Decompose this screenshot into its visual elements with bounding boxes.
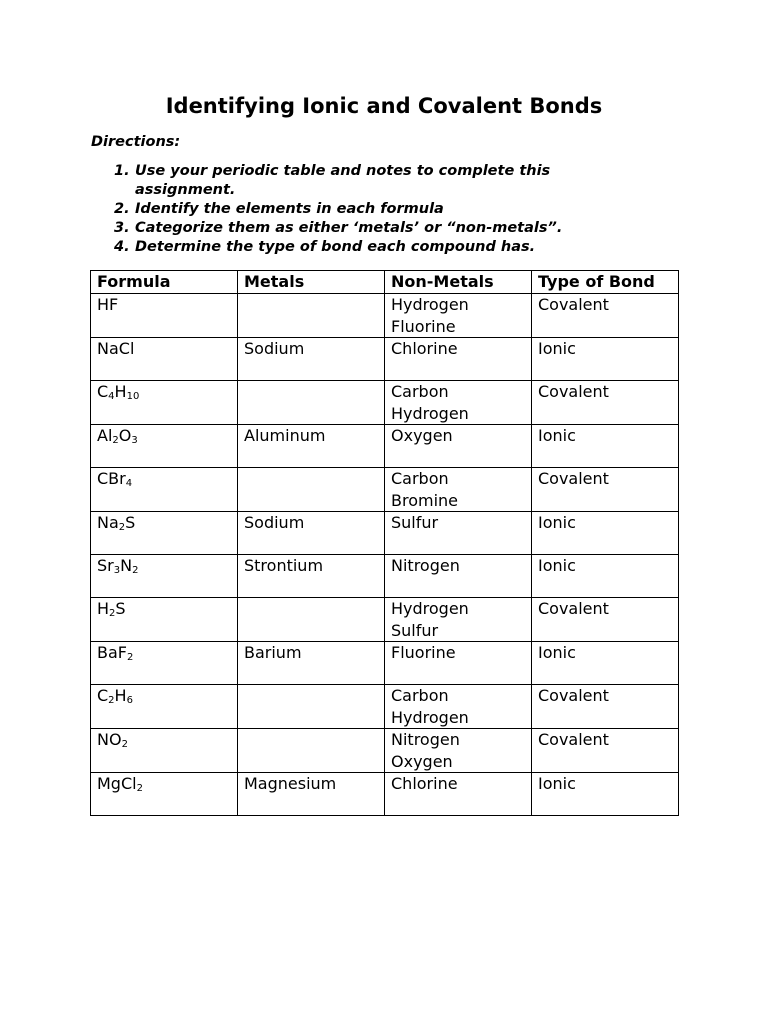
non-metals-cell bbox=[385, 729, 532, 773]
metals-cell bbox=[238, 642, 385, 685]
bond-type-cell bbox=[532, 425, 679, 468]
header-formula: Formula bbox=[91, 271, 238, 294]
table-row bbox=[91, 294, 679, 338]
table-row bbox=[91, 512, 679, 555]
formula-cell bbox=[91, 294, 238, 338]
bond-type-cell bbox=[532, 512, 679, 555]
bond-type-cell bbox=[532, 642, 679, 685]
formula-symbol: O bbox=[118, 426, 132, 445]
direction-number: 4. bbox=[114, 239, 130, 255]
formula-subscript: 3 bbox=[113, 565, 121, 576]
metals-cell bbox=[238, 425, 385, 468]
formula-subscript: 2 bbox=[126, 652, 134, 663]
header-non-metals: Non-Metals bbox=[385, 271, 532, 294]
table-row bbox=[91, 642, 679, 685]
formula-subscript: 2 bbox=[136, 783, 143, 794]
non-metal-element: Carbon bbox=[391, 686, 449, 705]
bond-type-cell bbox=[532, 729, 679, 773]
formula-cell bbox=[91, 773, 238, 816]
formula-symbol: S bbox=[125, 513, 136, 532]
non-metal-element: Sulfur bbox=[391, 620, 439, 640]
direction-item bbox=[114, 238, 634, 257]
metals-cell bbox=[238, 773, 385, 816]
formula-symbol: MgCl bbox=[97, 774, 137, 793]
metals-cell bbox=[238, 555, 385, 598]
formula-subscript: 4 bbox=[108, 391, 115, 402]
bond-type: Ionic bbox=[538, 339, 576, 358]
formula-symbol: C bbox=[97, 382, 109, 401]
bond-type: Ionic bbox=[538, 774, 576, 793]
formula-cell bbox=[91, 729, 238, 773]
direction-number: 1. bbox=[114, 163, 130, 179]
bond-type-cell bbox=[532, 773, 679, 816]
metals-cell bbox=[238, 512, 385, 555]
metals-cell bbox=[238, 729, 385, 773]
non-metals-cell bbox=[385, 381, 532, 425]
non-metals-cell bbox=[385, 555, 532, 598]
metals-cell bbox=[238, 598, 385, 642]
non-metal-element: Oxygen bbox=[391, 426, 453, 445]
formula-subscript: 10 bbox=[126, 391, 140, 402]
formula-cell bbox=[91, 685, 238, 729]
metals-cell bbox=[238, 381, 385, 425]
formula-subscript: 3 bbox=[131, 435, 138, 446]
non-metal-element: Fluorine bbox=[391, 316, 456, 336]
non-metals-cell bbox=[385, 512, 532, 555]
metals-cell bbox=[238, 338, 385, 381]
direction-number: 3. bbox=[114, 220, 130, 236]
non-metal-element: Hydrogen bbox=[391, 295, 469, 314]
direction-item bbox=[114, 162, 634, 200]
metal-element: Strontium bbox=[244, 556, 324, 575]
bond-type-cell bbox=[532, 468, 679, 512]
non-metal-element: Hydrogen bbox=[391, 599, 469, 618]
formula-cell bbox=[91, 468, 238, 512]
non-metal-element: Hydrogen bbox=[391, 403, 469, 423]
bond-type: Covalent bbox=[538, 469, 609, 488]
non-metal-element: Fluorine bbox=[391, 643, 456, 662]
metals-cell bbox=[238, 294, 385, 338]
formula-cell bbox=[91, 598, 238, 642]
formula-symbol: NO bbox=[97, 730, 122, 749]
table-header-row bbox=[91, 271, 679, 294]
direction-text: Identify the elements in each formula bbox=[135, 201, 444, 217]
table-row bbox=[91, 685, 679, 729]
formula-cell bbox=[91, 555, 238, 598]
metals-cell bbox=[238, 468, 385, 512]
bond-type-cell bbox=[532, 381, 679, 425]
table-row bbox=[91, 773, 679, 816]
non-metals-cell bbox=[385, 294, 532, 338]
directions-label: Directions: bbox=[91, 134, 181, 150]
formula-subscript: 2 bbox=[112, 435, 119, 446]
table-row bbox=[91, 598, 679, 642]
direction-text: Use your periodic table and notes to complete this assignment. bbox=[135, 163, 551, 198]
formula-subscript: 6 bbox=[126, 695, 133, 706]
formula-symbol: S bbox=[115, 599, 126, 618]
table-row bbox=[91, 729, 679, 773]
formula-symbol: HF bbox=[97, 295, 119, 314]
formula-symbol: N bbox=[120, 556, 133, 575]
bond-type-cell bbox=[532, 555, 679, 598]
direction-item bbox=[114, 219, 634, 238]
metals-cell bbox=[238, 685, 385, 729]
formula-subscript: 4 bbox=[125, 478, 133, 489]
page-title: Identifying Ionic and Covalent Bonds bbox=[165, 94, 603, 118]
table-row bbox=[91, 555, 679, 598]
bond-type: Ionic bbox=[538, 643, 576, 662]
formula-symbol: CBr bbox=[97, 469, 126, 488]
formula-symbol: H bbox=[114, 686, 127, 705]
directions-list bbox=[114, 162, 634, 257]
table-body bbox=[91, 294, 679, 816]
direction-number: 2. bbox=[114, 201, 130, 217]
metal-element: Magnesium bbox=[244, 774, 337, 793]
formula-cell bbox=[91, 642, 238, 685]
bond-type-cell bbox=[532, 294, 679, 338]
formula-subscript: 2 bbox=[132, 565, 139, 576]
bond-type: Covalent bbox=[538, 730, 609, 749]
table-row bbox=[91, 425, 679, 468]
direction-text: Determine the type of bond each compound has. bbox=[135, 239, 536, 255]
table-row bbox=[91, 338, 679, 381]
direction-item bbox=[114, 200, 634, 219]
table-row bbox=[91, 468, 679, 512]
formula-symbol: Al bbox=[97, 426, 113, 445]
non-metals-cell bbox=[385, 598, 532, 642]
formula-symbol: Sr bbox=[97, 556, 114, 575]
bond-type: Ionic bbox=[538, 556, 576, 575]
formula-symbol: BaF bbox=[97, 643, 127, 662]
formula-subscript: 2 bbox=[108, 695, 115, 706]
direction-text: Categorize them as either ‘metals’ or “non-metals”. bbox=[135, 220, 563, 236]
non-metals-cell bbox=[385, 338, 532, 381]
bond-type: Covalent bbox=[538, 686, 609, 705]
non-metal-element: Nitrogen bbox=[391, 556, 460, 575]
metal-element: Aluminum bbox=[244, 426, 326, 445]
formula-symbol: NaCl bbox=[97, 339, 135, 358]
formula-cell bbox=[91, 338, 238, 381]
table-row bbox=[91, 381, 679, 425]
non-metal-element: Hydrogen bbox=[391, 707, 469, 727]
non-metal-element: Sulfur bbox=[391, 513, 439, 532]
formula-subscript: 2 bbox=[109, 608, 116, 619]
non-metal-element: Bromine bbox=[391, 490, 459, 510]
formula-subscript: 2 bbox=[118, 522, 126, 533]
header-metals: Metals bbox=[238, 271, 385, 294]
bond-type: Covalent bbox=[538, 382, 609, 401]
non-metals-cell bbox=[385, 468, 532, 512]
bonds-table bbox=[90, 270, 679, 816]
non-metals-cell bbox=[385, 773, 532, 816]
formula-cell bbox=[91, 425, 238, 468]
metal-element: Barium bbox=[244, 643, 302, 662]
formula-subscript: 2 bbox=[121, 739, 128, 750]
formula-cell bbox=[91, 512, 238, 555]
non-metals-cell bbox=[385, 425, 532, 468]
metal-element: Sodium bbox=[244, 513, 305, 532]
metal-element: Sodium bbox=[244, 339, 305, 358]
non-metal-element: Oxygen bbox=[391, 751, 453, 771]
non-metal-element: Carbon bbox=[391, 382, 449, 401]
formula-cell bbox=[91, 381, 238, 425]
non-metals-cell bbox=[385, 642, 532, 685]
formula-symbol: C bbox=[97, 686, 109, 705]
formula-symbol: Na bbox=[97, 513, 119, 532]
bond-type: Ionic bbox=[538, 426, 576, 445]
bond-type-cell bbox=[532, 338, 679, 381]
non-metal-element: Chlorine bbox=[391, 774, 458, 793]
bond-type-cell bbox=[532, 598, 679, 642]
bond-type: Covalent bbox=[538, 295, 609, 314]
bond-type: Ionic bbox=[538, 513, 576, 532]
formula-symbol: H bbox=[97, 599, 110, 618]
bond-type-cell bbox=[532, 685, 679, 729]
non-metal-element: Chlorine bbox=[391, 339, 458, 358]
non-metal-element: Carbon bbox=[391, 469, 449, 488]
formula-symbol: H bbox=[114, 382, 127, 401]
bond-type: Covalent bbox=[538, 599, 609, 618]
non-metals-cell bbox=[385, 685, 532, 729]
header-type-of-bond: Type of Bond bbox=[532, 271, 679, 294]
non-metal-element: Nitrogen bbox=[391, 730, 460, 749]
